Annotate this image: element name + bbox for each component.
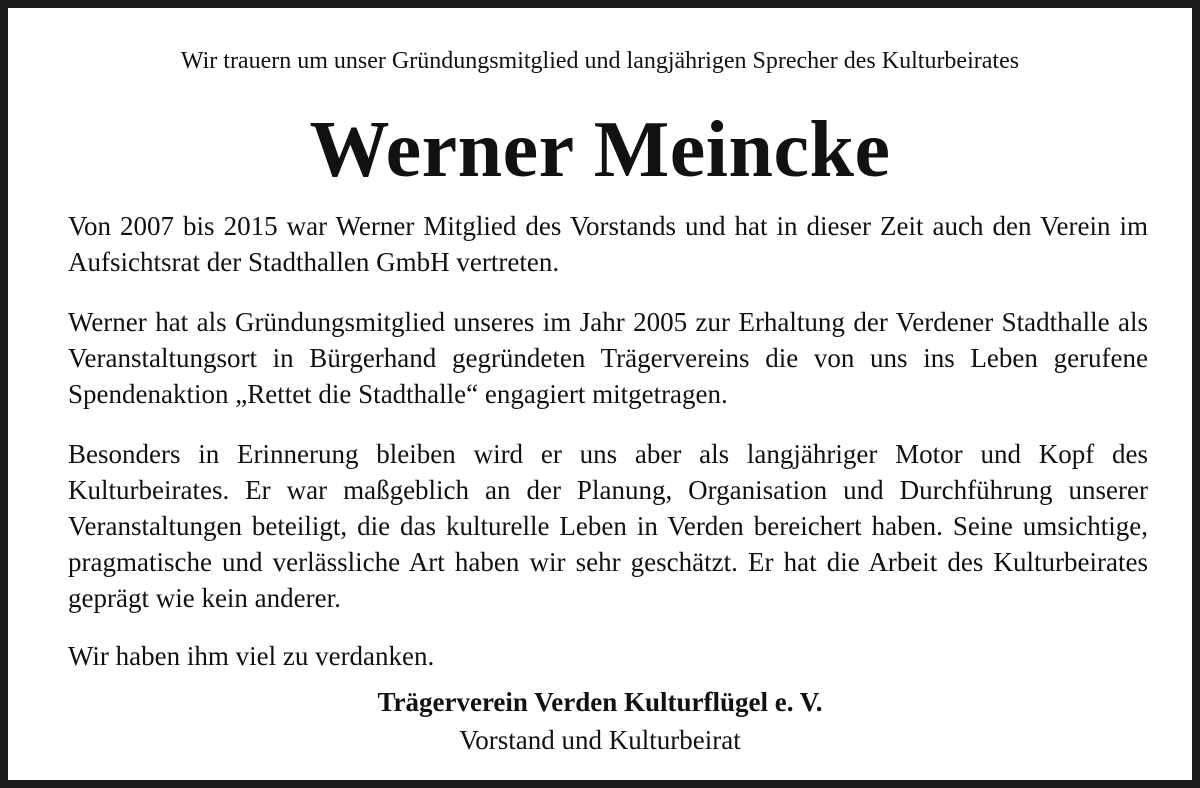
paragraph-gratitude: Wir haben ihm viel zu verdanken.: [68, 641, 435, 671]
paragraph-board-membership: Von 2007 bis 2015 war Werner Mitglied des Vorstands und hat in dieser Zeit auch den Verein im Aufsichtsrat der Stadthallen GmbH vertreten.: [68, 211, 1148, 277]
intro-line: Wir trauern um unser Gründungsmitglied und langjährigen Sprecher des Kulturbeirates: [180, 48, 1020, 74]
paragraph-founding-member: Werner hat als Gründungsmitglied unseres im Jahr 2005 zur Erhaltung der Verdener Stadthalle als Veranstaltungsort in Bürgerhand gegründeten Trägervereins die von uns ins Leben gerufene Spendenaktion „Rettet die Stadthalle“ engagiert mitgetragen.: [68, 307, 1148, 409]
deceased-name: Werner Meincke: [309, 106, 891, 194]
paragraph-cultural-council: Besonders in Erinnerung bleiben wird er uns aber als langjähriger Motor und Kopf des Kulturbeirates. Er war maßgeblich an der Planung, Organisation und Durchführung unserer Veranstaltungen beteiligt, die das kulturelle Leben in Verden bereichert haben. Seine umsichtige, pragmatische und verlässliche Art haben wir sehr geschätzt. Er hat die Arbeit des Kulturbeirates geprägt wie kein anderer.: [68, 439, 1148, 613]
signature-organization: Trägerverein Verden Kulturflügel e. V.: [377, 687, 823, 717]
signature-subtitle: Vorstand und Kulturbeirat: [459, 725, 741, 755]
